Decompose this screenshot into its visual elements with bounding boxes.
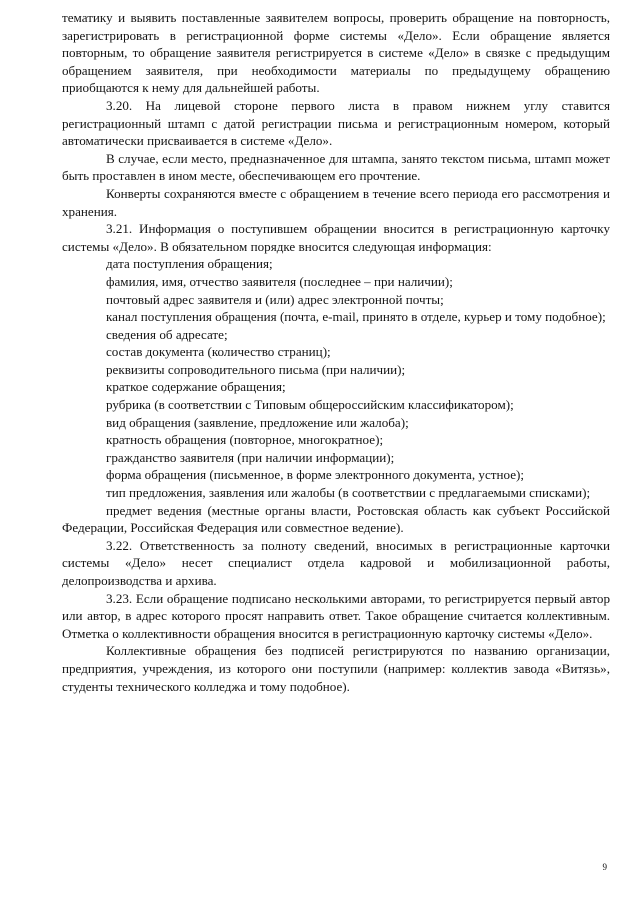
- list-item: тип предложения, заявления или жалобы (в соответствии с предлагаемыми списками);: [106, 485, 591, 501]
- list-item: кратность обращения (повторное, многократное);: [106, 432, 384, 448]
- document-body: [62, 9, 610, 695]
- paragraph-3-22: 3.22. Ответственность за полноту сведений, вносимых в регистрационные карточки системы «Дело» несет специалист отдела кадровой и мобилизационной работы, делопроизводства и архива.: [62, 537, 610, 588]
- list-item: почтовый адрес заявителя и (или) адрес электронной почты;: [106, 291, 444, 307]
- list-item: форма обращения (письменное, в форме электронного документа, устное);: [106, 467, 525, 483]
- list-item: рубрика (в соответствии с Типовым общероссийским классификатором);: [106, 397, 514, 413]
- list-item: вид обращения (заявление, предложение или жалоба);: [106, 414, 409, 430]
- list-item: фамилия, имя, отчество заявителя (последнее – при наличии);: [106, 273, 453, 289]
- paragraph-collective-appeals: Коллективные обращения без подписей регистрируются по названию организации, предприятия, учреждения, из которого они поступили (например: коллектив завода «Витязь», студенты технического колледжа и тому подобное).: [62, 643, 610, 694]
- paragraph-continuation: тематику и выявить поставленные заявителем вопросы, проверить обращение на повторность, зарегистрировать в регистрационной форме системы «Дело». Если обращение является повторным, то обращение заявителя регистрируется в системе «Дело» в связке с предыдущим обращением заявителя, при необходимости материалы по предыдущему обращению приобщаются к нему для дальнейшей работы.: [62, 10, 610, 96]
- paragraph-envelopes: Конверты сохраняются вместе с обращением в течение всего периода его рассмотрения и хранения.: [62, 185, 610, 219]
- list-item: реквизиты сопроводительного письма (при наличии);: [106, 361, 406, 377]
- paragraph-stamp-placement: В случае, если место, предназначенное для штампа, занято текстом письма, штамп может быть проставлен в ином месте, обеспечивающем его прочтение.: [62, 150, 610, 184]
- list-item: предмет ведения (местные органы власти, Ростовская область как субъект Российской Федерации, Российская Федерация или совместное ведение).: [62, 502, 610, 536]
- list-item: сведения об адресате;: [106, 326, 228, 342]
- paragraph-3-23: 3.23. Если обращение подписано несколькими авторами, то регистрируется первый автор или автор, в адрес которого просят направить ответ. Такое обращение считается коллективным. Отметка о коллективности обращения вносится в регистрационную карточку системы «Дело».: [62, 590, 610, 641]
- page-number: 9: [602, 862, 607, 872]
- list-item: дата поступления обращения;: [106, 256, 273, 272]
- list-item: канал поступления обращения (почта, e-mail, принято в отделе, курьер и тому подобное);: [106, 309, 606, 325]
- paragraph-3-21: 3.21. Информация о поступившем обращении вносится в регистрационную карточку системы «Дело». В обязательном порядке вносится следующая информация:: [62, 221, 610, 254]
- list-item: гражданство заявителя (при наличии информации);: [106, 449, 395, 465]
- list-item: состав документа (количество страниц);: [106, 344, 331, 360]
- list-item: краткое содержание обращения;: [106, 379, 286, 395]
- paragraph-3-20: 3.20. На лицевой стороне первого листа в правом нижнем углу ставится регистрационный штамп с датой регистрации письма и регистрационным номером, который автоматически присваивается в системе «Дело».: [62, 97, 610, 149]
